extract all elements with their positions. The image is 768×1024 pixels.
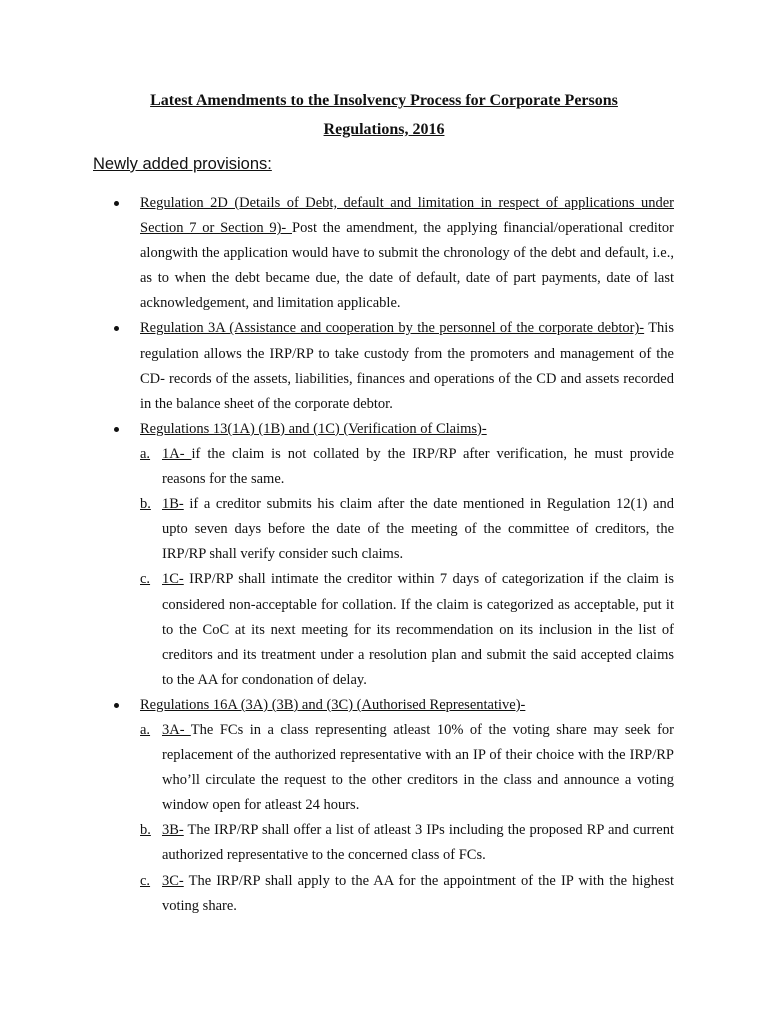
list-item	[140, 693, 674, 718]
sub-item-text: The IRP/RP shall offer a list of atleast 3 IPs including the proposed RP and current authorized representative to the concerned class of FCs.	[162, 822, 674, 864]
document-title	[93, 86, 675, 144]
sub-item-letter: a.	[140, 721, 151, 738]
section-subheading: Newly added provisions:	[93, 155, 272, 173]
item-heading: Regulations 13(1A) (1B) and (1C) (Verification of Claims)-	[140, 420, 487, 437]
item-body: Post the amendment, the applying financial/operational creditor alongwith the application would have to submit the chronology of the debt and default, i.e., as to when the debt became due, the date of default, date of part payments, date of last acknowledgement, and limitation applicable.	[140, 220, 675, 312]
sub-item	[140, 869, 674, 919]
sub-item-letter: b.	[140, 496, 151, 513]
sub-item	[140, 492, 674, 567]
list-item	[140, 417, 674, 442]
sub-item-code: 1B-	[162, 496, 184, 513]
bullet-icon	[114, 427, 119, 432]
sub-item-code: 1C-	[162, 571, 184, 588]
title-line-2: Regulations, 2016	[323, 121, 445, 138]
sub-item	[140, 567, 674, 692]
sub-item-text: The IRP/RP shall apply to the AA for the appointment of the IP with the highest voting share.	[162, 872, 674, 914]
sub-item-letter: c.	[140, 571, 151, 588]
sub-item-text: if a creditor submits his claim after the date mentioned in Regulation 12(1) and upto seven days before the date of the meeting of the committee of creditors, the IRP/RP shall verify consider such claims.	[162, 496, 674, 563]
sub-item	[140, 442, 674, 492]
sub-item-letter: c.	[140, 872, 151, 889]
title-line-1: Latest Amendments to the Insolvency Process for Corporate Persons	[150, 92, 618, 109]
sub-item	[140, 718, 674, 818]
sub-item-letter: b.	[140, 822, 151, 839]
bullet-icon	[114, 326, 119, 331]
item-heading: Regulations 16A (3A) (3B) and (3C) (Authorised Representative)-	[140, 696, 526, 713]
item-heading: Regulation 2D (Details of Debt, default and limitation in respect of applications under Section 7 or Section 9)-	[140, 195, 674, 237]
sub-item-letter: a.	[140, 445, 151, 462]
item-heading: Regulation 3A (Assistance and cooperation by the personnel of the corporate debtor)-	[140, 320, 645, 337]
sub-item-code: 1A-	[162, 445, 192, 462]
item-body: This regulation allows the IRP/RP to take custody from the promoters and management of the CD- records of the assets, liabilities, finances and operations of the CD and assets recorded in the balance sheet of the corporate debtor.	[140, 320, 674, 412]
sub-item-text: The FCs in a class representing atleast 10% of the voting share may seek for replacement of the authorized representative with an IP of their choice with the IRP/RP who’ll circulate the request to the other creditors in the class and announce a voting window open for atleast 24 hours.	[162, 721, 674, 814]
sub-item-code: 3C-	[162, 872, 184, 889]
bullet-icon	[114, 201, 119, 206]
bullet-icon	[114, 703, 119, 708]
list-item	[140, 316, 674, 416]
sub-item-text: IRP/RP shall intimate the creditor within 7 days of categorization if the claim is considered non-acceptable for collation. If the claim is categorized as acceptable, put it to the CoC at its next meeting for its recommendation on its inclusion in the list of creditors and its treatment under a resolution plan and submit the said accepted claims to the AA for condonation of delay.	[162, 571, 674, 688]
provisions-list	[140, 191, 674, 919]
sub-item-code: 3A-	[162, 721, 191, 738]
sub-item-code: 3B-	[162, 822, 184, 839]
list-item	[140, 191, 674, 316]
sub-item-text: if the claim is not collated by the IRP/RP after verification, he must provide reasons for the same.	[162, 445, 674, 488]
sub-item	[140, 818, 674, 868]
